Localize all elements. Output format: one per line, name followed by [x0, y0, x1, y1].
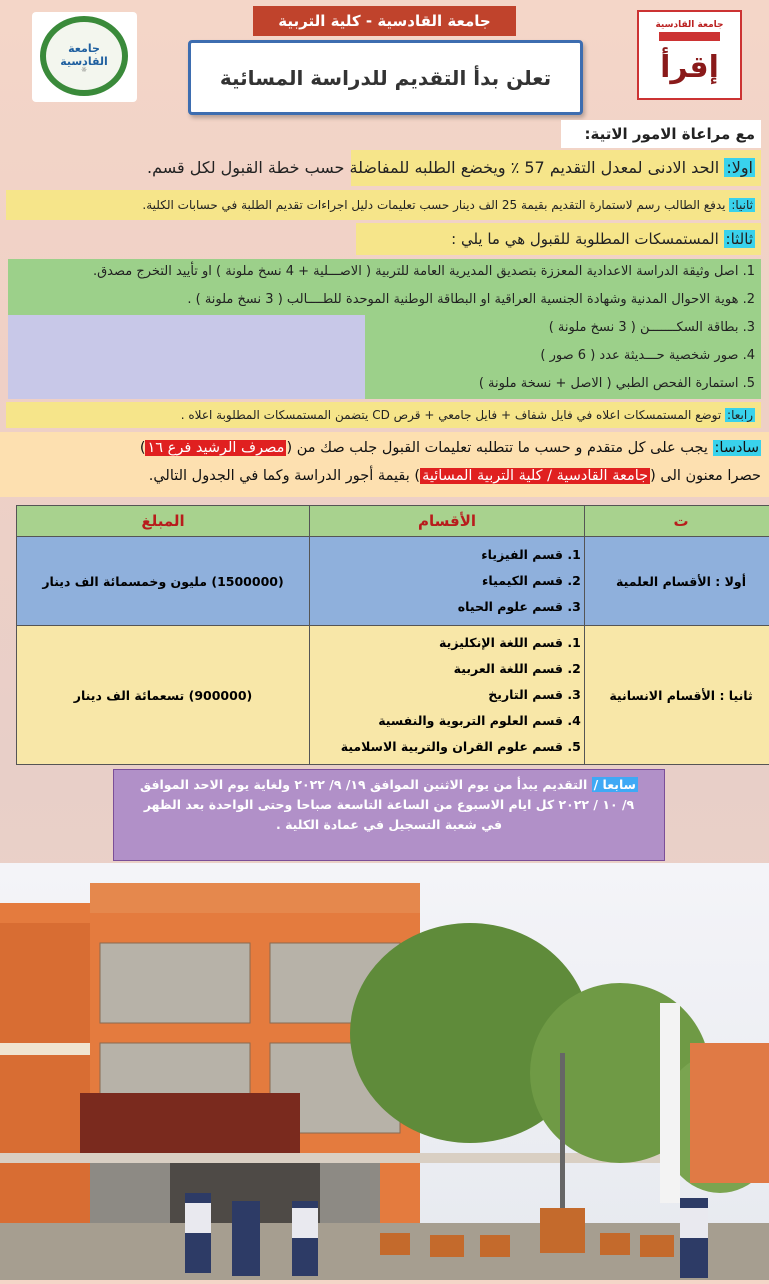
department-item: 2. قسم الكيمياء — [311, 568, 563, 594]
university-logo: جامعة القادسية ☼ — [32, 12, 137, 102]
university-title: جامعة القادسية - كلية التربية — [253, 6, 516, 36]
item-second: ثانيا: يدفع الطالب رسم لاستمارة التقديم بقيمة 25 الف دينار حسب تعليمات دليل اجراءات تقديم الطلبة في حسابات الكلية. — [6, 190, 761, 220]
item-first: اولا: الحد الادنى لمعدل التقديم 57 ٪ ويخضع الطلبه للمفاضلة حسب خطة القبول لكل قسم. — [351, 150, 761, 186]
group-name: أولا : الأقسام العلمية — [585, 537, 769, 626]
department-list — [310, 537, 585, 626]
item-fourth: رابعا: توضع المستمسكات اعلاه في فايل شفاف + فايل جامعي + قرص CD يتضمن المستمسكات المطلوبة اعلاه . — [6, 402, 761, 428]
header-departments: الأقسام — [310, 506, 585, 537]
department-item: 1. قسم الفيزياء — [311, 542, 563, 568]
header-index: ت — [585, 506, 769, 537]
item-first-label: اولا: — [724, 158, 755, 177]
list-filler — [8, 371, 365, 399]
item-third: ثالثا: المستمسكات المطلوبة للقبول هي ما يلي : — [356, 223, 761, 255]
doc-item: 3. بطاقة السكـــــــن ( 3 نسخ ملونة ) — [365, 315, 761, 343]
department-item: 3. قسم علوم الحياه — [311, 594, 563, 620]
item-seventh-text: التقديم يبدأ من يوم الاثنين الموافق ١٩/ ٩/ ٢٠٢٢ ولغاية يوم الاحد الموافق ٩/ ١٠ / ٢٠٢٢ كل ايام الاسبوع من الساعة التاسعة صباحا وحتى الواحدة بعد الظهر في شعبة التسجيل في عمادة الكلية . — [140, 777, 634, 832]
fee-amount: (900000) تسعمائة الف دينار — [17, 626, 310, 765]
table-row — [17, 537, 769, 626]
announcement-banner: تعلن بدأ التقديم للدراسة المسائية — [188, 40, 583, 115]
item-fourth-label: رابعا: — [725, 408, 755, 422]
fees-table — [16, 505, 769, 765]
group-name: ثانيا : الأقسام الانسانية — [585, 626, 769, 765]
bank-name: مصرف الرشيد فرع ١٦ — [145, 440, 286, 456]
college-building-photo — [0, 863, 769, 1280]
table-row — [17, 626, 769, 765]
table-header-row — [17, 506, 769, 537]
item-second-label: ثانيا: — [729, 198, 755, 212]
item-seventh-label: سابعا / — [592, 777, 638, 792]
department-item: 2. قسم اللغة العربية — [311, 656, 563, 682]
item-third-label: ثالثا: — [724, 230, 755, 248]
doc-item: 2. هوية الاحوال المدنية وشهادة الجنسية العراقية او البطاقة الوطنية الموحدة للطــــالب ( 3 نسخ ملونة ) . — [8, 287, 761, 315]
item-sixth: سادسا: يجب على كل متقدم و حسب ما تتطلبه تعليمات القبول جلب صك من (مصرف الرشيد فرع ١٦) حصرا معنون الى (جامعة القادسية / كلية التربية المسائية) بقيمة أجور الدراسة وكما في الجدول التالي. — [0, 432, 769, 497]
intro-heading: مع مراعاة الامور الاتية: — [561, 120, 761, 148]
item-sixth-label: سادسا: — [713, 440, 761, 456]
building-illustration — [0, 863, 769, 1280]
header-fee: المبلغ — [17, 506, 310, 537]
list-filler — [8, 315, 365, 343]
department-item: 4. قسم العلوم التربوية والنفسية — [311, 708, 563, 734]
payee-name: جامعة القادسية / كلية التربية المسائية — [420, 468, 650, 484]
department-item: 1. قسم اللغة الإنكليزية — [311, 630, 563, 656]
department-list — [310, 626, 585, 765]
list-filler — [8, 343, 365, 371]
seventh-note — [113, 769, 665, 861]
college-logo: جامعة القادسية إقرأ — [637, 10, 742, 100]
doc-item: 1. اصل وثيقة الدراسة الاعدادية المعززة بتصديق المديرية العامة للتربية ( الاصـــلية + 4 نسخ ملونة ) او تأييد التخرج مصدق. — [8, 259, 761, 287]
doc-item: 5. استمارة الفحص الطبي ( الاصل + نسخة ملونة ) — [365, 371, 761, 399]
doc-item: 4. صور شخصية حـــديثة عدد ( 6 صور ) — [365, 343, 761, 371]
department-item: 5. قسم علوم القران والتربية الاسلامية — [311, 734, 563, 760]
fee-amount: (1500000) مليون وخمسمائة الف دينار — [17, 537, 310, 626]
department-item: 3. قسم التاريخ — [311, 682, 563, 708]
